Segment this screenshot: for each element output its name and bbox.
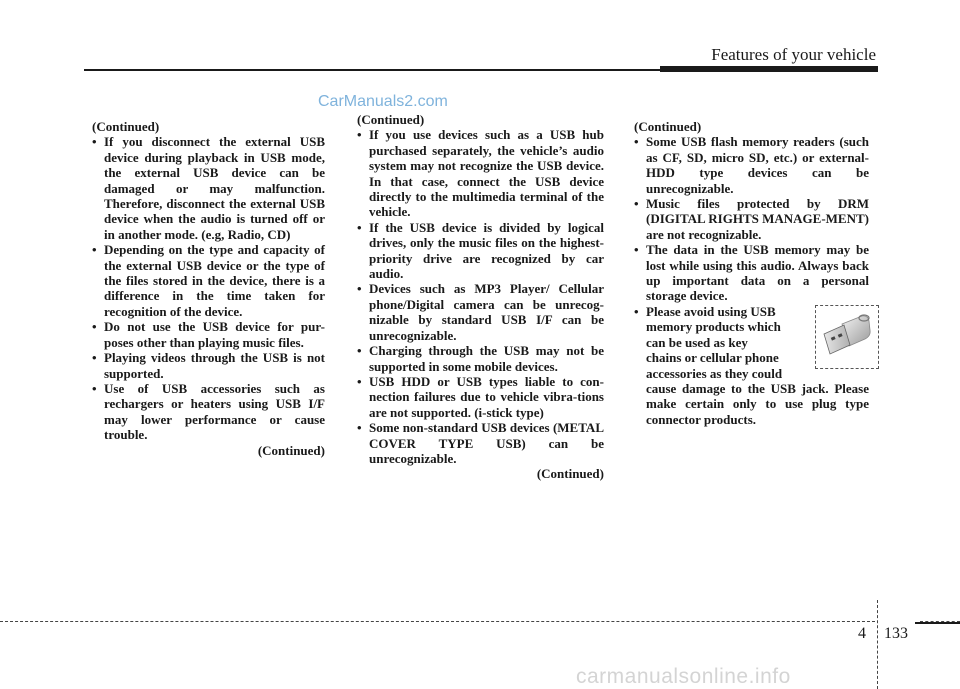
list-item: • Do not use the USB device for pur-poses other than playing music files. bbox=[92, 319, 325, 350]
section-number: 4 bbox=[858, 625, 866, 642]
list-item: • Charging through the USB may not be supported in some mobile devices. bbox=[357, 343, 604, 374]
page-number: 133 bbox=[884, 625, 908, 642]
usb-line: can be used as key bbox=[646, 334, 748, 350]
list-item: • Use of USB accessories such as rechargers or heaters using USB I/F may lower performance or cause trouble. bbox=[92, 381, 325, 443]
continued-label: (Continued) bbox=[257, 442, 325, 458]
footer-accent-line bbox=[915, 622, 960, 624]
list-item: • Playing videos through the USB is not supported. bbox=[92, 350, 325, 381]
column-3 bbox=[634, 119, 869, 427]
usb-line: memory products which bbox=[646, 319, 781, 335]
watermark-top: CarManuals2.com bbox=[318, 93, 448, 110]
usb-line: accessories as they could bbox=[646, 365, 783, 381]
continued-label: (Continued) bbox=[536, 466, 604, 482]
usb-line: • Please avoid using USB bbox=[646, 303, 776, 319]
header-rule-accent bbox=[660, 66, 878, 72]
column-2 bbox=[357, 112, 604, 482]
bullet-list bbox=[92, 134, 325, 442]
list-item: • Some non-standard USB devices (METAL COVER TYPE USB) can be unrecognizable. bbox=[357, 420, 604, 466]
list-item: • The data in the USB memory may be lost while using this audio. Always back up important data on a personal storage device. bbox=[634, 242, 869, 304]
list-item: • Devices such as MP3 Player/ Cellular phone/Digital camera can be unrecog-nizable by standard USB I/F can be unrecognizable. bbox=[357, 281, 604, 343]
usb-stick-icon bbox=[816, 306, 878, 368]
footer-rule bbox=[0, 621, 875, 622]
list-item: • Some USB flash memory readers (such as CF, SD, micro SD, etc.) or external-HDD type devices can be unrecognizable. bbox=[634, 134, 869, 196]
page-divider bbox=[877, 600, 878, 689]
continued-label: (Continued) bbox=[92, 119, 160, 134]
list-item: • USB HDD or USB types liable to con-nection failures due to vehicle vibra-tions are not supported. (i-stick type) bbox=[357, 374, 604, 420]
bullet-list bbox=[634, 134, 869, 427]
usb-line: chains or cellular phone bbox=[646, 350, 779, 366]
continued-label: (Continued) bbox=[357, 112, 425, 127]
watermark-bottom: carmanualsonline.info bbox=[576, 665, 791, 688]
continued-label: (Continued) bbox=[634, 119, 702, 134]
list-item: • If the USB device is divided by logical drives, only the music files on the highest-priority drive are recognized by car audio. bbox=[357, 220, 604, 282]
usb-line-rest: cause damage to the USB jack. Please make certain only to use plug type connector products. bbox=[646, 380, 869, 427]
list-item: • If you use devices such as a USB hub purchased separately, the vehicle’s audio system may not recognize the USB device. In that case, connect the USB device directly to the multimedia terminal of the vehicle. bbox=[357, 127, 604, 219]
list-item: • Depending on the type and capacity of the external USB device or the type of the files stored in the device, there is a difference in the time taken for recognition of the device. bbox=[92, 242, 325, 319]
list-item: • Music files protected by DRM (DIGITAL RIGHTS MANAGE-MENT) are not recognizable. bbox=[634, 196, 869, 242]
column-1 bbox=[92, 119, 325, 458]
list-item: • If you disconnect the external USB device during playback in USB mode, the external USB device can be damaged or may malfunction. Therefore, disconnect the external USB device when the audio is turned off or in another mode. (e.g, Radio, CD) bbox=[92, 134, 325, 242]
bullet-list bbox=[357, 127, 604, 466]
usb-stick-image bbox=[815, 305, 879, 369]
header-title: Features of your vehicle bbox=[711, 45, 876, 64]
